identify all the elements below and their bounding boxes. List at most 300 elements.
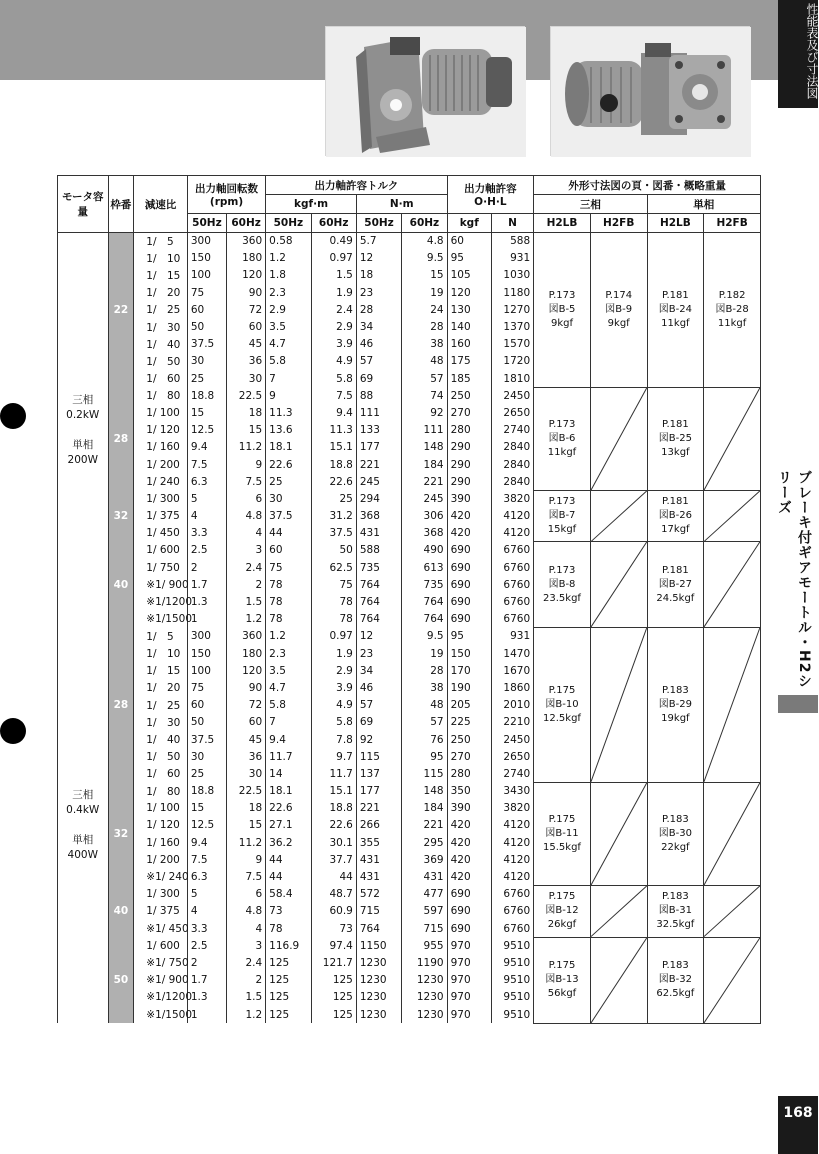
torque-nm-60hz: 368: [402, 525, 447, 542]
ratio: 1/ 80: [134, 783, 188, 800]
ohl-kgf: 225: [447, 714, 491, 731]
rpm-50hz: 18.8: [187, 783, 226, 800]
col-ohl: [447, 176, 534, 214]
rpm-60hz: 60: [227, 714, 266, 731]
dimension-ref-line: 図B-32: [658, 974, 692, 986]
torque-kgfm-60hz: 2.9: [311, 318, 356, 335]
rpm-50hz: 60: [187, 697, 226, 714]
ohl-n: 2450: [491, 731, 533, 748]
torque-kgfm-60hz: 3.9: [311, 679, 356, 696]
col-speed: [187, 176, 265, 214]
ratio: 1/ 5: [134, 628, 188, 645]
torque-nm-60hz: 19: [402, 645, 447, 662]
ratio: ※1/ 240: [134, 868, 188, 885]
rpm-50hz: 2: [187, 559, 226, 576]
rpm-60hz: 6: [227, 490, 266, 507]
ohl-kgf: 390: [447, 490, 491, 507]
dimension-ref: [534, 783, 591, 886]
rpm-60hz: 4.8: [227, 508, 266, 525]
diagonal-line: [704, 783, 760, 885]
not-available-cell: [590, 387, 647, 490]
ohl-n: 6760: [491, 593, 533, 610]
dimension-ref-line: 9kgf: [550, 317, 574, 329]
ohl-n: 2450: [491, 387, 533, 404]
ohl-n: 1270: [491, 301, 533, 318]
dimension-ref-line: 図B-25: [658, 432, 692, 444]
ohl-n: 4120: [491, 817, 533, 834]
torque-kgfm-50hz: 78: [266, 593, 311, 610]
torque-nm-50hz: 266: [356, 817, 401, 834]
dimension-ref-line: P.183: [662, 960, 689, 972]
ratio: ※1/1500: [134, 611, 188, 628]
rpm-50hz: 60: [187, 301, 226, 318]
ohl-n: 9510: [491, 1006, 533, 1023]
not-available-cell: [704, 387, 761, 490]
rpm-50hz: 100: [187, 662, 226, 679]
dimension-ref: [647, 233, 704, 388]
torque-nm-50hz: 431: [356, 868, 401, 885]
torque-kgfm-50hz: 75: [266, 559, 311, 576]
dimension-ref-line: 図B-26: [658, 510, 692, 522]
ohl-n: 2650: [491, 404, 533, 421]
torque-nm-60hz: 28: [402, 662, 447, 679]
ratio: ※1/1200: [134, 593, 188, 610]
ohl-n: 6760: [491, 611, 533, 628]
dimension-ref-line: 17kgf: [661, 524, 690, 536]
torque-kgfm-60hz: 0.97: [311, 250, 356, 267]
torque-nm-60hz: 15: [402, 267, 447, 284]
dimension-ref-line: P.175: [548, 891, 576, 903]
torque-nm-50hz: 46: [356, 679, 401, 696]
torque-kgfm-50hz: 27.1: [266, 817, 311, 834]
ohl-kgf: 970: [447, 1006, 491, 1023]
torque-kgfm-50hz: 125: [266, 954, 311, 971]
torque-kgfm-60hz: 11.7: [311, 765, 356, 782]
ohl-kgf: 420: [447, 508, 491, 525]
dimension-ref: [534, 628, 591, 783]
performance-table: [57, 175, 761, 1024]
dimension-ref-line: 12.5kgf: [543, 713, 581, 725]
not-available-cell: [704, 542, 761, 628]
ohl-n: 3820: [491, 490, 533, 507]
dimension-ref-line: P.181: [662, 289, 689, 301]
ohl-n: 6760: [491, 576, 533, 593]
torque-kgfm-60hz: 37.5: [311, 525, 356, 542]
diagonal-line: [591, 628, 647, 782]
rpm-50hz: 3.3: [187, 920, 226, 937]
torque-kgfm-60hz: 0.49: [311, 233, 356, 250]
ratio: 1/ 50: [134, 748, 188, 765]
torque-nm-60hz: 955: [402, 937, 447, 954]
torque-kgfm-60hz: 60.9: [311, 903, 356, 920]
dimension-ref-line: P.181: [662, 564, 689, 576]
torque-kgfm-50hz: 60: [266, 542, 311, 559]
dimension-ref-line: 図B-31: [658, 905, 692, 917]
ohl-kgf: 290: [447, 473, 491, 490]
dimension-ref: [647, 387, 704, 490]
torque-nm-50hz: 23: [356, 645, 401, 662]
ratio: 1/ 10: [134, 250, 188, 267]
torque-nm-60hz: 369: [402, 851, 447, 868]
rpm-50hz: 50: [187, 714, 226, 731]
rpm-50hz: 2: [187, 954, 226, 971]
torque-nm-50hz: 368: [356, 508, 401, 525]
frame-number: 50: [108, 937, 134, 1023]
ohl-kgf: 290: [447, 456, 491, 473]
torque-nm-50hz: 115: [356, 748, 401, 765]
ohl-n: 6760: [491, 903, 533, 920]
diagonal-line: [591, 783, 647, 885]
torque-kgfm-50hz: 2.3: [266, 284, 311, 301]
rpm-60hz: 72: [227, 697, 266, 714]
torque-kgfm-60hz: 62.5: [311, 559, 356, 576]
ohl-kgf: 280: [447, 422, 491, 439]
rpm-50hz: 150: [187, 250, 226, 267]
torque-nm-60hz: 613: [402, 559, 447, 576]
rpm-60hz: 2.4: [227, 954, 266, 971]
ohl-kgf: 105: [447, 267, 491, 284]
rpm-60hz: 22.5: [227, 387, 266, 404]
ratio: ※1/1200: [134, 989, 188, 1006]
dimension-ref-line: P.183: [662, 685, 689, 697]
torque-kgfm-60hz: 9.4: [311, 404, 356, 421]
ohl-n: 9510: [491, 937, 533, 954]
torque-kgfm-50hz: 0.58: [266, 233, 311, 250]
dimension-ref-line: P.183: [662, 891, 689, 903]
dimension-ref-line: 23.5kgf: [543, 592, 581, 604]
frame-number: 22: [108, 233, 134, 388]
torque-kgfm-60hz: 31.2: [311, 508, 356, 525]
col-ratio: 減速比: [134, 176, 188, 233]
rpm-60hz: 6: [227, 886, 266, 903]
dimension-ref-line: 62.5kgf: [656, 988, 695, 1000]
dimension-ref: [534, 490, 591, 542]
torque-nm-60hz: 115: [402, 765, 447, 782]
ratio: 1/ 60: [134, 370, 188, 387]
rpm-60hz: 360: [227, 628, 266, 645]
torque-kgfm-60hz: 125: [311, 972, 356, 989]
dimension-ref-line: 図B-8: [548, 578, 576, 590]
torque-kgfm-50hz: 36.2: [266, 834, 311, 851]
ohl-kgf: 970: [447, 937, 491, 954]
motor-capacity: [58, 233, 109, 628]
torque-nm-50hz: 715: [356, 903, 401, 920]
torque-kgfm-50hz: 4.7: [266, 679, 311, 696]
col-single-phase: 単相: [647, 195, 760, 214]
dimension-ref: [647, 490, 704, 542]
ohl-kgf: 170: [447, 662, 491, 679]
ohl-kgf: 205: [447, 697, 491, 714]
ohl-n: 2740: [491, 422, 533, 439]
ratio: 1/ 40: [134, 336, 188, 353]
ratio: ※1/ 750: [134, 954, 188, 971]
dimension-ref-line: 56kgf: [547, 988, 577, 1000]
ohl-kgf: 350: [447, 783, 491, 800]
torque-nm-50hz: 5.7: [356, 233, 401, 250]
dimension-ref-line: 26kgf: [547, 919, 577, 931]
ratio: 1/ 160: [134, 439, 188, 456]
rpm-60hz: 18: [227, 800, 266, 817]
diagonal-line: [591, 491, 647, 542]
ohl-kgf: 420: [447, 851, 491, 868]
torque-nm-50hz: 1230: [356, 989, 401, 1006]
ohl-kgf: 420: [447, 817, 491, 834]
ratio: ※1/ 900: [134, 576, 188, 593]
table-row: [58, 387, 761, 404]
torque-nm-50hz: 355: [356, 834, 401, 851]
binder-hole: [0, 718, 26, 744]
dimension-ref-line: P.182: [718, 289, 746, 301]
rpm-60hz: 15: [227, 422, 266, 439]
torque-kgfm-50hz: 78: [266, 576, 311, 593]
rpm-60hz: 2.4: [227, 559, 266, 576]
rpm-50hz: 1.3: [187, 593, 226, 610]
dimension-ref-line: 図B-11: [545, 828, 579, 840]
ohl-n: 2840: [491, 439, 533, 456]
torque-kgfm-60hz: 73: [311, 920, 356, 937]
motor-capacity-line: 三相: [72, 393, 94, 406]
diagonal-line: [704, 388, 760, 490]
ohl-kgf: 130: [447, 301, 491, 318]
dimension-ref: [534, 937, 591, 1023]
ratio: 1/ 50: [134, 353, 188, 370]
ohl-n: 2740: [491, 765, 533, 782]
torque-kgfm-60hz: 78: [311, 611, 356, 628]
rpm-50hz: 300: [187, 233, 226, 250]
frame-number: 28: [108, 387, 134, 490]
rpm-50hz: 15: [187, 404, 226, 421]
rpm-60hz: 2: [227, 576, 266, 593]
ratio: 1/ 200: [134, 456, 188, 473]
torque-nm-60hz: 1190: [402, 954, 447, 971]
rpm-50hz: 9.4: [187, 439, 226, 456]
torque-kgfm-50hz: 1.8: [266, 267, 311, 284]
torque-nm-60hz: 24: [402, 301, 447, 318]
dimension-ref-line: 図B-10: [545, 699, 579, 711]
ohl-kgf: 690: [447, 903, 491, 920]
motor-capacity-line: 0.2kW: [66, 408, 100, 421]
torque-nm-60hz: 38: [402, 679, 447, 696]
rpm-50hz: 1.7: [187, 972, 226, 989]
ratio: 1/ 5: [134, 233, 188, 250]
torque-kgfm-60hz: 4.9: [311, 697, 356, 714]
not-available-cell: [704, 886, 761, 938]
torque-nm-60hz: 306: [402, 508, 447, 525]
ohl-n: 6760: [491, 886, 533, 903]
col-speed-unit: (rpm): [209, 196, 244, 208]
rpm-60hz: 45: [227, 731, 266, 748]
not-available-cell: [590, 542, 647, 628]
diagonal-line: [704, 628, 760, 782]
ratio: 1/ 15: [134, 267, 188, 284]
rpm-60hz: 1.5: [227, 989, 266, 1006]
torque-nm-60hz: 38: [402, 336, 447, 353]
col-frame: 枠番: [108, 176, 134, 233]
ohl-kgf: 280: [447, 765, 491, 782]
ratio: 1/ 450: [134, 525, 188, 542]
rpm-50hz: 2.5: [187, 937, 226, 954]
diagonal-line: [591, 388, 647, 490]
ohl-kgf: 420: [447, 525, 491, 542]
col-speed-title: 出力軸回転数: [195, 183, 259, 195]
rpm-50hz: 12.5: [187, 817, 226, 834]
side-marker: [778, 695, 818, 713]
rpm-50hz: 7.5: [187, 456, 226, 473]
col-h2fb: H2FB: [590, 214, 647, 233]
dimension-ref-line: 図B-5: [548, 303, 576, 315]
torque-nm-50hz: 294: [356, 490, 401, 507]
ratio: ※1/1500: [134, 1006, 188, 1023]
diagonal-line: [704, 491, 760, 542]
torque-kgfm-60hz: 1.9: [311, 645, 356, 662]
torque-nm-60hz: 9.5: [402, 250, 447, 267]
ohl-kgf: 690: [447, 886, 491, 903]
torque-nm-50hz: 133: [356, 422, 401, 439]
torque-kgfm-50hz: 37.5: [266, 508, 311, 525]
ohl-kgf: 390: [447, 800, 491, 817]
torque-nm-50hz: 28: [356, 301, 401, 318]
ohl-kgf: 970: [447, 972, 491, 989]
rpm-50hz: 5: [187, 490, 226, 507]
torque-nm-50hz: 137: [356, 765, 401, 782]
motor-capacity-line: 単相: [72, 438, 94, 451]
torque-kgfm-50hz: 44: [266, 868, 311, 885]
rpm-50hz: 15: [187, 800, 226, 817]
ratio: 1/ 120: [134, 817, 188, 834]
torque-kgfm-60hz: 5.8: [311, 370, 356, 387]
torque-kgfm-50hz: 9.4: [266, 731, 311, 748]
torque-nm-60hz: 184: [402, 800, 447, 817]
torque-nm-60hz: 19: [402, 284, 447, 301]
diagonal-line: [591, 886, 647, 937]
ratio: 1/ 25: [134, 697, 188, 714]
table-body: [58, 233, 761, 1024]
torque-nm-60hz: 715: [402, 920, 447, 937]
torque-kgfm-50hz: 1.2: [266, 250, 311, 267]
ohl-kgf: 690: [447, 576, 491, 593]
rpm-50hz: 4: [187, 903, 226, 920]
torque-kgfm-60hz: 15.1: [311, 783, 356, 800]
rpm-50hz: 6.3: [187, 473, 226, 490]
ohl-n: 931: [491, 628, 533, 645]
rpm-50hz: 25: [187, 765, 226, 782]
rpm-50hz: 6.3: [187, 868, 226, 885]
rpm-60hz: 22.5: [227, 783, 266, 800]
ratio: 1/ 15: [134, 662, 188, 679]
rpm-50hz: 75: [187, 679, 226, 696]
section-tab: 性能表及び寸法図: [778, 0, 818, 108]
rpm-60hz: 120: [227, 662, 266, 679]
torque-nm-60hz: 76: [402, 731, 447, 748]
dimension-ref: [647, 886, 704, 938]
motor-capacity-line: 0.4kW: [66, 803, 100, 816]
torque-kgfm-60hz: 1.9: [311, 284, 356, 301]
torque-nm-60hz: 148: [402, 783, 447, 800]
torque-kgfm-50hz: 22.6: [266, 456, 311, 473]
rpm-60hz: 120: [227, 267, 266, 284]
dimension-ref-line: P.173: [548, 289, 576, 301]
rpm-60hz: 4: [227, 920, 266, 937]
rpm-50hz: 30: [187, 353, 226, 370]
ohl-n: 6760: [491, 542, 533, 559]
torque-kgfm-50hz: 7: [266, 714, 311, 731]
ohl-n: 4120: [491, 851, 533, 868]
torque-kgfm-50hz: 3.5: [266, 318, 311, 335]
dimension-ref-line: 11kgf: [547, 446, 577, 458]
rpm-60hz: 3: [227, 937, 266, 954]
torque-nm-60hz: 57: [402, 370, 447, 387]
diagonal-line: [704, 542, 760, 627]
series-title: ブレーキ付ギアモートル・H2シリーズ: [776, 470, 812, 689]
torque-kgfm-60hz: 50: [311, 542, 356, 559]
ohl-n: 1810: [491, 370, 533, 387]
ohl-n: 2840: [491, 473, 533, 490]
torque-kgfm-50hz: 18.1: [266, 439, 311, 456]
rpm-50hz: 12.5: [187, 422, 226, 439]
ratio: 1/ 120: [134, 422, 188, 439]
ohl-n: 2210: [491, 714, 533, 731]
dimension-ref-line: 15.5kgf: [543, 842, 581, 854]
torque-nm-50hz: 88: [356, 387, 401, 404]
ohl-kgf: 140: [447, 318, 491, 335]
dimension-ref-line: 図B-28: [715, 303, 749, 315]
rpm-50hz: 3.3: [187, 525, 226, 542]
not-available-cell: [704, 628, 761, 783]
rpm-60hz: 15: [227, 817, 266, 834]
torque-nm-60hz: 28: [402, 318, 447, 335]
ohl-kgf: 190: [447, 679, 491, 696]
ohl-kgf: 690: [447, 593, 491, 610]
torque-nm-60hz: 48: [402, 353, 447, 370]
dimension-ref-line: 図B-6: [548, 432, 576, 444]
ohl-kgf: 60: [447, 233, 491, 250]
torque-kgfm-50hz: 14: [266, 765, 311, 782]
dimension-ref-line: 13kgf: [661, 446, 690, 458]
ohl-kgf: 120: [447, 284, 491, 301]
torque-nm-50hz: 245: [356, 473, 401, 490]
torque-nm-60hz: 490: [402, 542, 447, 559]
ohl-kgf: 270: [447, 748, 491, 765]
rpm-50hz: 2.5: [187, 542, 226, 559]
ohl-n: 931: [491, 250, 533, 267]
dimension-ref-line: P.174: [605, 289, 633, 301]
torque-nm-50hz: 1230: [356, 954, 401, 971]
motor-capacity: [58, 628, 109, 1023]
torque-kgfm-50hz: 125: [266, 972, 311, 989]
torque-kgfm-50hz: 1.2: [266, 628, 311, 645]
ratio: 1/ 600: [134, 542, 188, 559]
torque-nm-50hz: 177: [356, 439, 401, 456]
ohl-n: 9510: [491, 972, 533, 989]
motor-capacity-line: 三相: [72, 788, 94, 801]
torque-nm-60hz: 221: [402, 473, 447, 490]
torque-nm-60hz: 735: [402, 576, 447, 593]
rpm-60hz: 36: [227, 353, 266, 370]
torque-kgfm-60hz: 44: [311, 868, 356, 885]
ohl-kgf: 175: [447, 353, 491, 370]
torque-kgfm-50hz: 44: [266, 525, 311, 542]
torque-nm-50hz: 111: [356, 404, 401, 421]
torque-kgfm-60hz: 48.7: [311, 886, 356, 903]
torque-nm-50hz: 572: [356, 886, 401, 903]
torque-nm-50hz: 1150: [356, 937, 401, 954]
diagonal-line: [704, 938, 760, 1023]
torque-kgfm-60hz: 0.97: [311, 628, 356, 645]
col-h2lb: H2LB: [647, 214, 704, 233]
torque-kgfm-50hz: 11.7: [266, 748, 311, 765]
torque-kgfm-60hz: 121.7: [311, 954, 356, 971]
torque-nm-50hz: 588: [356, 542, 401, 559]
